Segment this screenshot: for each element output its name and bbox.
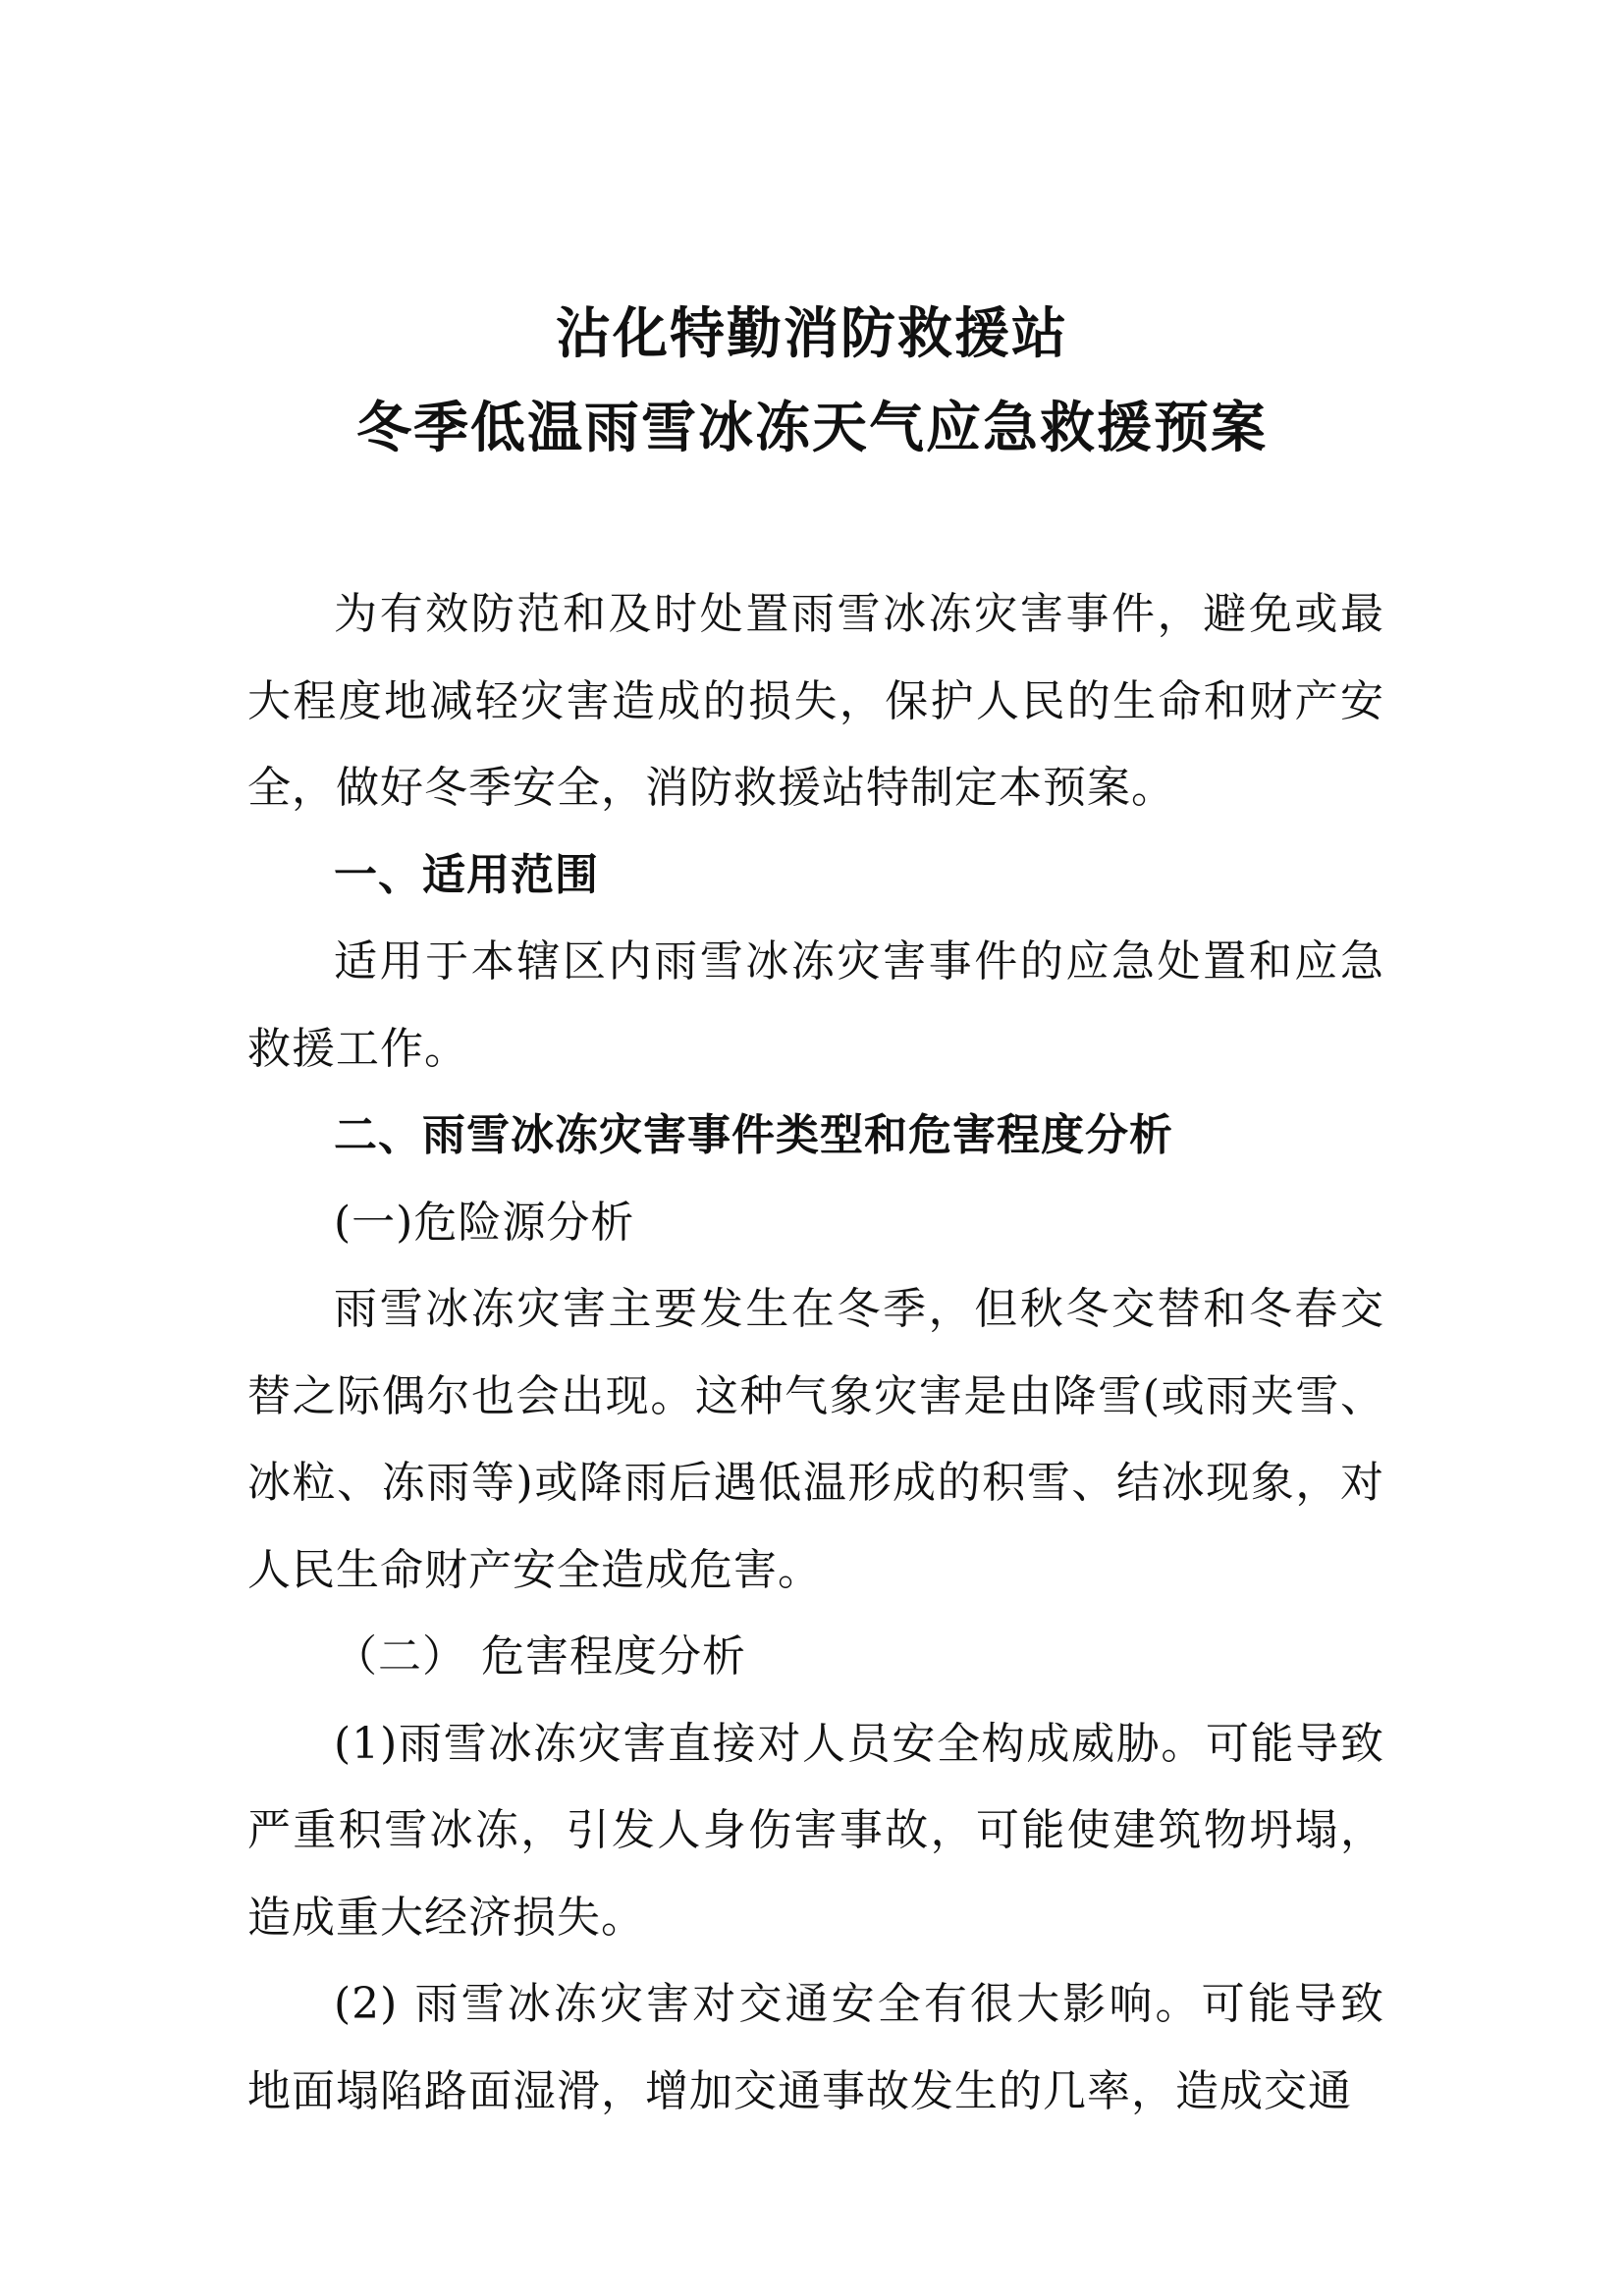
document-title-line-2: 冬季低温雨雪冰冻天气应急救援预案	[356, 396, 1268, 460]
subsection-1-paragraph: 雨雪冰冻灾害主要发生在冬季，但秋冬交替和冬春交替之际偶尔也会出现。这种气象灾害是由降雪(或雨夹雪、冰粒、冻雨等)或降雨后遇低温形成的积雪、结冰现象，对人民生命财产安全造成危害。	[247, 1284, 1384, 1595]
intro-paragraph: 为有效防范和及时处置雨雪冰冻灾害事件，避免或最大程度地减轻灾害造成的损失，保护人民的生命和财产安全，做好冬季安全，消防救援站特制定本预案。	[247, 589, 1384, 813]
subsection-2-item-1: (1)雨雪冰冻灾害直接对人员安全构成威胁。可能导致严重积雪冰冻，引发人身伤害事故，可能使建筑物坍塌，造成重大经济损失。	[247, 1718, 1384, 1943]
document-body	[247, 571, 1384, 2135]
subsection-2-heading: （二） 危害程度分析	[334, 1631, 746, 1682]
subsection-1-heading: (一)危险源分析	[334, 1197, 635, 1248]
section-1-heading: 一、适用范围	[334, 849, 599, 900]
subsection-2-item-2: (2) 雨雪冰冻灾害对交通安全有很大影响。可能导致地面塌陷路面湿滑，增加交通事故发生的几率，造成交通	[247, 1979, 1384, 2116]
section-2-heading: 二、雨雪冰冻灾害事件类型和危害程度分析	[334, 1110, 1173, 1160]
document-title-line-1: 沾化特勤消防救援站	[556, 301, 1068, 366]
section-1-paragraph: 适用于本辖区内雨雪冰冻灾害事件的应急处置和应急救援工作。	[247, 936, 1384, 1074]
